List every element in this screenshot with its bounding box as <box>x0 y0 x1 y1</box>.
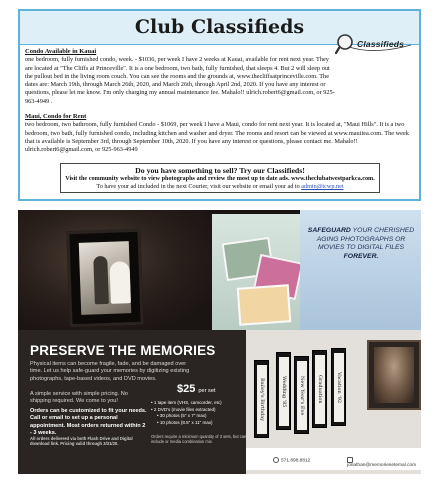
preserve-memories-ad <box>18 210 421 474</box>
ad-text: two bedroom, two bathroom, fully furnished Condo - $1069, per week I have a Maui, condo for rent next year. It is located at, "Maui Hills". It is a two bedroom, two bath, fully furnished condo, including kitchen and washer and dryer. The rooms and resort can be viewed at www.mauiiea.com. The week that is available is September 3rd, through September 10th, 2020. If you have any interest or questions, please contact me. Mahalo!! ulrich.robert6@gmail.com, or 925-963-4949 <box>25 121 409 154</box>
groom-figure <box>93 256 109 304</box>
contact-phone[interactable]: 571.898.8812 <box>273 457 310 463</box>
price-suffix: per set <box>198 388 216 394</box>
phone-icon <box>273 457 279 463</box>
ad-intro: Physical items can become fragile, fade, and be damaged over time. Let us help safe-guard your memories by digitizing existing photographs, tape-based videos, and DVD movies. <box>30 361 190 382</box>
ad-text: one bedroom, fully furnished condo, week. - $1036, per week I have 2 weeks at Kauai, available for rent next year. They are located at "The Cliffs at Princeville". It is a one bedroom, two bath, fully furnished, that sleeps 4. But 2 will sleep out the pullout bed in the living room couch. You can see the rooms and the grounds at, www.thecliffsatprinceville.com. The dates are: March 19th, through March 26th, 2020, and March 26th, through April 2nd, 2020. If you have any interest or questions, please let me know. I'm only charging my annual maintenance fee. Mahalo!! ulrich.robert6@gmail.com, or 925-963-4949 . <box>25 56 335 105</box>
child-photo <box>374 347 414 403</box>
tape-label: Bailey's Birthday <box>257 365 267 434</box>
classifieds-title: Club Classifieds <box>134 16 305 38</box>
vhs-tape <box>312 350 327 428</box>
vhs-tape <box>294 356 309 434</box>
option-item: • 30 photos (5" x 7" max) <box>157 413 207 418</box>
ad-simple-service: A simple service with simple pricing. No shipping required. We come to you! <box>30 391 128 405</box>
options-list <box>151 400 247 426</box>
promo-website-link[interactable]: www.theclubatwestparkca.com. <box>291 175 375 182</box>
tape-label: Graduation <box>315 355 325 424</box>
tape-label: Wedding '85 <box>279 357 289 426</box>
wedding-photo-frame <box>66 229 143 328</box>
promo-email-text: To have your ad included in the next Courier, visit our website or email your ad to <box>96 183 302 190</box>
tape-label: New Year's Eve <box>297 361 307 430</box>
ad-title: Condo Available in Kauai <box>25 48 97 55</box>
option-item: • 1 tape item (VHS, camcorder, etc) <box>151 400 222 405</box>
ad-fine-print: All orders delivered via both Flash Drive and Digital download link. Pricing valid through 3/31/20. <box>30 436 133 447</box>
safeguard-panel <box>300 210 421 330</box>
child-photo-frame <box>367 340 421 410</box>
tape-label: Vacation '92 <box>334 353 344 422</box>
bride-figure <box>109 261 130 304</box>
wedding-photo <box>79 241 131 315</box>
ad-title: Maui, Condo for Rent <box>25 113 87 121</box>
contact-bar <box>246 448 421 470</box>
classifieds-body <box>20 45 419 155</box>
contact-email[interactable]: jonathan@memoriesetemal.com <box>347 457 421 468</box>
classifieds-logo-label: Classifieds <box>357 39 405 49</box>
options-note: Orders require a minimum quantity of 3 sets, but can include or media combination mix. <box>151 434 247 445</box>
promo-website-text: Visit the community website to view photographs and review the most up to date ads. <box>65 175 292 182</box>
promo-line-email <box>61 183 379 191</box>
ad-price <box>177 383 216 395</box>
promo-email-link[interactable]: admin@tcwp.net <box>301 183 344 190</box>
photo-prints <box>212 214 302 330</box>
safeguard-text <box>304 227 418 261</box>
promo-heading: Do you have something to sell? Try our Classifieds! <box>135 166 305 175</box>
vhs-tape <box>276 352 291 430</box>
vhs-tape <box>254 360 269 438</box>
vhs-tape <box>331 348 346 426</box>
ad-orders: Orders can be customized to fit your needs. Call or email to set up a personal appointment. Most orders returned within 2 - 3 weeks. <box>30 408 147 437</box>
safeguard-body: YOUR CHERISHED AGING PHOTOGRAPHS OR MOVIES TO DIGITAL FILES <box>316 227 415 251</box>
option-item: • 2 DVD's (movie files extracted) <box>151 406 216 412</box>
price-value: $25 <box>177 383 196 395</box>
ad-headline: PRESERVE THE MEMORIES <box>30 343 216 358</box>
promo-line-website <box>61 175 379 183</box>
photo-print <box>237 284 292 326</box>
safeguard-lead: SAFEGUARD <box>307 227 351 234</box>
safeguard-end: FOREVER. <box>343 252 379 260</box>
classifieds-promo-box <box>60 163 380 193</box>
option-item: • 10 photos (8.5" x 11" max) <box>157 419 213 425</box>
